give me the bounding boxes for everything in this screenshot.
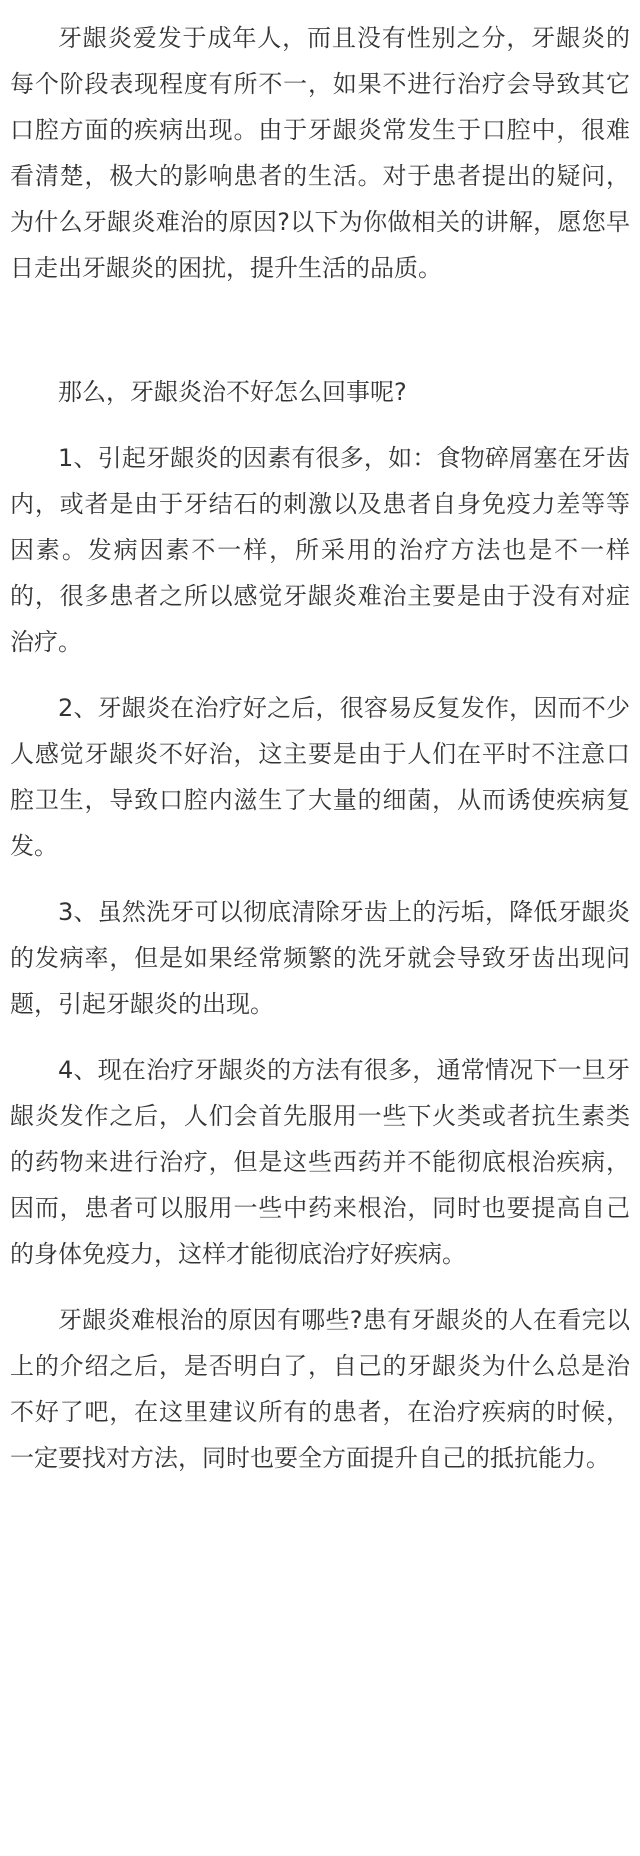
article-paragraph-point-2: 2、牙龈炎在治疗好之后，很容易反复发作，因而不少人感觉牙龈炎不好治，这主要是由于人们在平时不注意口腔卫生，导致口腔内滋生了大量的细菌，从而诱使疾病复发。 [10, 694, 630, 860]
article-paragraph-point-4: 4、现在治疗牙龈炎的方法有很多，通常情况下一旦牙龈炎发作之后，人们会首先服用一些下火类或者抗生素类的药物来进行治疗，但是这些西药并不能彻底根治疾病，因而，患者可以服用一些中药来根治，同时也要提高自己的身体免疫力，这样才能彻底治疗好疾病。 [10, 1056, 630, 1268]
article-paragraph-intro: 牙龈炎爱发于成年人，而且没有性别之分，牙龈炎的每个阶段表现程度有所不一，如果不进行治疗会导致其它口腔方面的疾病出现。由于牙龈炎常发生于口腔中，很难看清楚，极大的影响患者的生活。对于患者提出的疑问，为什么牙龈炎难治的原因?以下为你做相关的讲解，愿您早日走出牙龈炎的困扰，提升生活的品质。 [10, 24, 630, 282]
article-paragraph-conclusion: 牙龈炎难根治的原因有哪些?患有牙龈炎的人在看完以上的介绍之后，是否明白了，自己的牙龈炎为什么总是治不好了吧，在这里建议所有的患者，在治疗疾病的时候，一定要找对方法，同时也要全方面提升自己的抵抗能力。 [10, 1306, 630, 1472]
article-paragraph-point-3: 3、虽然洗牙可以彻底清除牙齿上的污垢，降低牙龈炎的发病率，但是如果经常频繁的洗牙就会导致牙齿出现问题，引起牙龈炎的出现。 [10, 898, 630, 1018]
article-paragraph-point-1: 1、引起牙龈炎的因素有很多，如：食物碎屑塞在牙齿内，或者是由于牙结石的刺激以及患者自身免疫力差等等因素。发病因素不一样，所采用的治疗方法也是不一样的，很多患者之所以感觉牙龈炎难治主要是由于没有对症治疗。 [10, 444, 630, 656]
article-paragraph-question: 那么，牙龈炎治不好怎么回事呢? [58, 378, 407, 406]
article-body [10, 0, 630, 1481]
